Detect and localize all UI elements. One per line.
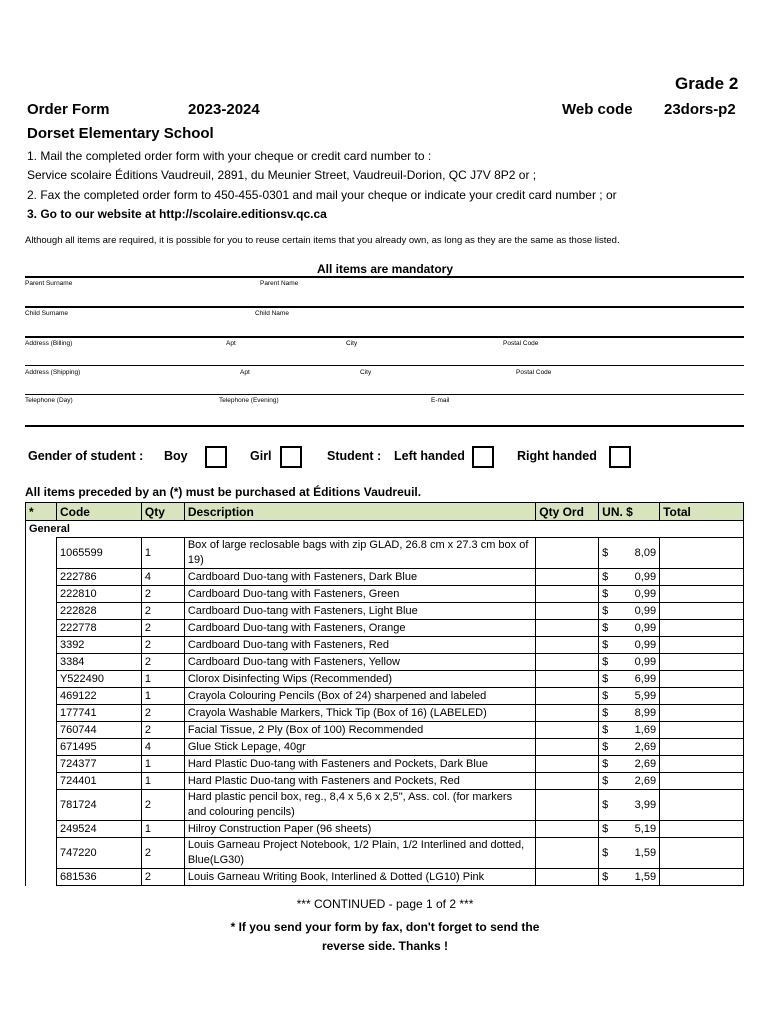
qty-ord-input[interactable] [536, 586, 599, 603]
table-row [26, 603, 744, 620]
unit-price-cell [599, 869, 660, 886]
code-cell: 760744 [56, 722, 141, 739]
table-row [26, 620, 744, 637]
star-cell [26, 705, 57, 722]
unit-price-cell [599, 739, 660, 756]
description-cell: Box of large reclosable bags with zip GLAD, 26.8 cm x 27.3 cm box of 19) [184, 538, 535, 569]
total-input[interactable] [660, 586, 744, 603]
price-value: 0,99 [634, 588, 657, 600]
billing-postal-field[interactable]: Postal Code [503, 340, 539, 347]
vaudreuil-note: All items preceded by an (*) must be purchased at Éditions Vaudreuil. [25, 485, 422, 499]
code-cell: 747220 [56, 838, 141, 869]
form-title: Order Form [27, 101, 110, 118]
mandatory-heading: All items are mandatory [316, 262, 454, 276]
price-value: 0,99 [634, 639, 657, 651]
description-cell: Hard Plastic Duo-tang with Fasteners and Pockets, Red [184, 773, 535, 790]
description-cell: Hilroy Construction Paper (96 sheets) [184, 821, 535, 838]
total-input[interactable] [660, 838, 744, 869]
right-handed-label: Right handed [517, 449, 597, 463]
qty-ord-input[interactable] [536, 739, 599, 756]
currency-symbol: $ [602, 656, 609, 668]
parent-name-field[interactable]: Parent Name [260, 280, 299, 287]
qty-cell: 1 [141, 688, 184, 705]
description-cell: Glue Stick Lepage, 40gr [184, 739, 535, 756]
table-row [26, 821, 744, 838]
price-value: 0,99 [634, 622, 657, 634]
table-row [26, 688, 744, 705]
divider [25, 394, 744, 395]
table-row [26, 838, 744, 869]
currency-symbol: $ [602, 622, 609, 634]
col-total: Total [660, 503, 744, 521]
description-cell: Hard plastic pencil box, reg., 8,4 x 5,6 x 2,5", Ass. col. (for markers and colouring pencils) [184, 790, 535, 821]
total-input[interactable] [660, 722, 744, 739]
star-cell [26, 620, 57, 637]
qty-cell: 2 [141, 869, 184, 886]
price-value: 0,99 [634, 605, 657, 617]
total-input[interactable] [660, 569, 744, 586]
parent-surname-field[interactable]: Parent Surname [25, 280, 73, 287]
qty-ord-input[interactable] [536, 654, 599, 671]
currency-symbol: $ [602, 724, 609, 736]
code-cell: 222786 [56, 569, 141, 586]
fax-reminder-line2: reverse side. Thanks ! [321, 939, 449, 953]
price-value: 8,09 [634, 547, 657, 559]
price-value: 0,99 [634, 656, 657, 668]
qty-cell: 4 [141, 569, 184, 586]
star-cell [26, 569, 57, 586]
price-value: 3,99 [634, 799, 657, 811]
star-cell [26, 756, 57, 773]
description-cell: Cardboard Duo-tang with Fasteners, Light Blue [184, 603, 535, 620]
code-cell: 724377 [56, 756, 141, 773]
description-cell: Facial Tissue, 2 Ply (Box of 100) Recommended [184, 722, 535, 739]
total-input[interactable] [660, 637, 744, 654]
table-row [26, 538, 744, 569]
unit-price-cell [599, 569, 660, 586]
web-code-label: Web code [562, 101, 633, 118]
table-row [26, 637, 744, 654]
qty-ord-input[interactable] [536, 637, 599, 654]
currency-symbol: $ [602, 775, 609, 787]
table-row [26, 671, 744, 688]
col-description: Description [184, 503, 535, 521]
fax-reminder-line1: * If you send your form by fax, don't forget to send the [230, 920, 540, 934]
code-cell: 469122 [56, 688, 141, 705]
child-surname-field[interactable]: Child Surname [25, 310, 68, 317]
billing-apt-field[interactable]: Apt [226, 340, 236, 347]
qty-cell: 1 [141, 821, 184, 838]
unit-price-cell [599, 637, 660, 654]
total-input[interactable] [660, 603, 744, 620]
price-value: 5,99 [634, 690, 657, 702]
shipping-city-field[interactable]: City [360, 369, 372, 376]
col-code: Code [56, 503, 141, 521]
school-year: 2023-2024 [188, 101, 260, 118]
star-cell [26, 821, 57, 838]
shipping-address-field[interactable]: Address (Shipping) [25, 369, 81, 376]
girl-checkbox[interactable] [280, 446, 302, 468]
table-row [26, 773, 744, 790]
qty-ord-input[interactable] [536, 722, 599, 739]
code-cell: 249524 [56, 821, 141, 838]
fax-reminder [0, 918, 770, 956]
description-cell: Clorox Disinfecting Wips (Recommended) [184, 671, 535, 688]
section-general: General [26, 521, 744, 538]
star-cell [26, 773, 57, 790]
qty-ord-input[interactable] [536, 688, 599, 705]
currency-symbol: $ [602, 571, 609, 583]
unit-price-cell [599, 756, 660, 773]
total-input[interactable] [660, 705, 744, 722]
qty-ord-input[interactable] [536, 869, 599, 886]
divider [25, 276, 744, 278]
currency-symbol: $ [602, 588, 609, 600]
qty-ord-input[interactable] [536, 538, 599, 569]
unit-price-cell [599, 790, 660, 821]
code-cell: Y522490 [56, 671, 141, 688]
qty-cell: 2 [141, 722, 184, 739]
col-qty: Qty [141, 503, 184, 521]
price-value: 2,69 [634, 741, 657, 753]
star-cell [26, 722, 57, 739]
currency-symbol: $ [602, 639, 609, 651]
currency-symbol: $ [602, 799, 609, 811]
qty-ord-input[interactable] [536, 838, 599, 869]
description-cell: Cardboard Duo-tang with Fasteners, Yellow [184, 654, 535, 671]
code-cell: 724401 [56, 773, 141, 790]
unit-price-cell [599, 773, 660, 790]
unit-price-cell [599, 821, 660, 838]
grade-label: Grade 2 [675, 74, 739, 93]
instruction-address: Service scolaire Éditions Vaudreuil, 2891, du Meunier Street, Vaudreuil-Dorion, QC J7V 8P2 or ; [27, 168, 537, 182]
qty-ord-input[interactable] [536, 620, 599, 637]
total-input[interactable] [660, 869, 744, 886]
unit-price-cell [599, 705, 660, 722]
star-cell [26, 637, 57, 654]
star-cell [26, 586, 57, 603]
unit-price-cell [599, 586, 660, 603]
price-value: 1,59 [634, 871, 657, 883]
total-input[interactable] [660, 654, 744, 671]
description-cell: Louis Garneau Writing Book, Interlined & Dotted (LG10) Pink [184, 869, 535, 886]
instruction-mail: 1. Mail the completed order form with your cheque or credit card number to : [27, 149, 432, 163]
left-handed-checkbox[interactable] [472, 446, 494, 468]
billing-address-field[interactable]: Address (Billing) [25, 340, 73, 347]
currency-symbol: $ [602, 605, 609, 617]
qty-cell: 4 [141, 739, 184, 756]
currency-symbol: $ [602, 547, 609, 559]
table-row [26, 586, 744, 603]
qty-cell: 2 [141, 654, 184, 671]
code-cell: 1065599 [56, 538, 141, 569]
shipping-postal-field[interactable]: Postal Code [516, 369, 552, 376]
unit-price-cell [599, 671, 660, 688]
description-cell: Hard Plastic Duo-tang with Fasteners and Pockets, Dark Blue [184, 756, 535, 773]
total-input[interactable] [660, 671, 744, 688]
price-value: 6,99 [634, 673, 657, 685]
section-row [26, 521, 744, 538]
qty-ord-input[interactable] [536, 790, 599, 821]
unit-price-cell [599, 620, 660, 637]
code-cell: 222828 [56, 603, 141, 620]
divider [25, 306, 744, 308]
child-name-field[interactable]: Child Name [255, 310, 289, 317]
star-cell [26, 671, 57, 688]
reuse-note: Although all items are required, it is possible for you to reuse certain items that you already own, as long as they are the same as those listed. [25, 235, 620, 246]
unit-price-cell [599, 688, 660, 705]
qty-ord-input[interactable] [536, 671, 599, 688]
star-cell [26, 688, 57, 705]
star-cell [26, 790, 57, 821]
girl-label: Girl [250, 449, 272, 463]
web-code: 23dors-p2 [664, 101, 736, 118]
star-cell [26, 838, 57, 869]
unit-price-cell [599, 654, 660, 671]
continued-note: *** CONTINUED - page 1 of 2 *** [296, 897, 474, 911]
table-row [26, 722, 744, 739]
table-row [26, 705, 744, 722]
currency-symbol: $ [602, 847, 609, 859]
divider [25, 336, 744, 338]
price-value: 8,99 [634, 707, 657, 719]
col-unit-price: UN. $ [599, 503, 660, 521]
table-row [26, 790, 744, 821]
instruction-fax: 2. Fax the completed order form to 450-455-0301 and mail your cheque or indicate your credit card number ; or [27, 188, 617, 202]
unit-price-cell [599, 603, 660, 620]
qty-ord-input[interactable] [536, 705, 599, 722]
unit-price-cell [599, 722, 660, 739]
description-cell: Cardboard Duo-tang with Fasteners, Red [184, 637, 535, 654]
qty-ord-input[interactable] [536, 756, 599, 773]
divider [25, 425, 744, 427]
total-input[interactable] [660, 688, 744, 705]
shipping-apt-field[interactable]: Apt [240, 369, 250, 376]
star-cell [26, 603, 57, 620]
currency-symbol: $ [602, 758, 609, 770]
instruction-website[interactable]: 3. Go to our website at http://scolaire.editionsv.qc.ca [27, 207, 327, 221]
currency-symbol: $ [602, 690, 609, 702]
table-row [26, 739, 744, 756]
qty-cell: 1 [141, 538, 184, 569]
description-cell: Cardboard Duo-tang with Fasteners, Orange [184, 620, 535, 637]
student-label: Student : [327, 449, 382, 463]
code-cell: 671495 [56, 739, 141, 756]
total-input[interactable] [660, 538, 744, 569]
star-cell [26, 538, 57, 569]
table-row [26, 869, 744, 886]
table-row [26, 654, 744, 671]
qty-cell: 2 [141, 603, 184, 620]
total-input[interactable] [660, 756, 744, 773]
description-cell: Louis Garneau Project Notebook, 1/2 Plain, 1/2 Interlined and dotted, Blue(LG30) [184, 838, 535, 869]
table-row [26, 569, 744, 586]
qty-cell: 1 [141, 756, 184, 773]
items-table [25, 502, 744, 886]
school-name: Dorset Elementary School [27, 125, 214, 142]
qty-cell: 2 [141, 838, 184, 869]
qty-cell: 2 [141, 790, 184, 821]
qty-ord-input[interactable] [536, 773, 599, 790]
code-cell: 781724 [56, 790, 141, 821]
billing-city-field[interactable]: City [346, 340, 358, 347]
description-cell: Cardboard Duo-tang with Fasteners, Dark Blue [184, 569, 535, 586]
qty-ord-input[interactable] [536, 821, 599, 838]
total-input[interactable] [660, 790, 744, 821]
star-cell [26, 654, 57, 671]
currency-symbol: $ [602, 707, 609, 719]
divider [25, 365, 744, 366]
qty-cell: 2 [141, 586, 184, 603]
boy-checkbox[interactable] [205, 446, 227, 468]
price-value: 1,59 [634, 847, 657, 859]
code-cell: 3384 [56, 654, 141, 671]
code-cell: 222778 [56, 620, 141, 637]
email-field[interactable]: E-mail [431, 397, 450, 404]
total-input[interactable] [660, 821, 744, 838]
total-input[interactable] [660, 620, 744, 637]
total-input[interactable] [660, 739, 744, 756]
unit-price-cell [599, 538, 660, 569]
unit-price-cell [599, 838, 660, 869]
telephone-day-field[interactable]: Telephone (Day) [25, 397, 73, 404]
left-handed-label: Left handed [394, 449, 465, 463]
description-cell: Cardboard Duo-tang with Fasteners, Green [184, 586, 535, 603]
qty-cell: 2 [141, 620, 184, 637]
gender-label: Gender of student : [28, 449, 144, 463]
right-handed-checkbox[interactable] [609, 446, 631, 468]
currency-symbol: $ [602, 741, 609, 753]
total-input[interactable] [660, 773, 744, 790]
col-star: * [26, 503, 57, 521]
description-cell: Crayola Colouring Pencils (Box of 24) sharpened and labeled [184, 688, 535, 705]
code-cell: 222810 [56, 586, 141, 603]
currency-symbol: $ [602, 823, 609, 835]
qty-cell: 1 [141, 671, 184, 688]
telephone-evening-field[interactable]: Telephone (Evening) [219, 397, 279, 404]
qty-cell: 2 [141, 637, 184, 654]
code-cell: 3392 [56, 637, 141, 654]
currency-symbol: $ [602, 871, 609, 883]
qty-ord-input[interactable] [536, 603, 599, 620]
star-cell [26, 869, 57, 886]
price-value: 2,69 [634, 775, 657, 787]
code-cell: 177741 [56, 705, 141, 722]
price-value: 5,19 [634, 823, 657, 835]
qty-cell: 2 [141, 705, 184, 722]
currency-symbol: $ [602, 673, 609, 685]
description-cell: Crayola Washable Markers, Thick Tip (Box of 16) (LABELED) [184, 705, 535, 722]
code-cell: 681536 [56, 869, 141, 886]
price-value: 0,99 [634, 571, 657, 583]
col-qty-ord: Qty Ord [536, 503, 599, 521]
qty-cell: 1 [141, 773, 184, 790]
price-value: 1,69 [634, 724, 657, 736]
table-row [26, 756, 744, 773]
boy-label: Boy [164, 449, 188, 463]
qty-ord-input[interactable] [536, 569, 599, 586]
star-cell [26, 739, 57, 756]
table-header-row [26, 503, 744, 521]
price-value: 2,69 [634, 758, 657, 770]
